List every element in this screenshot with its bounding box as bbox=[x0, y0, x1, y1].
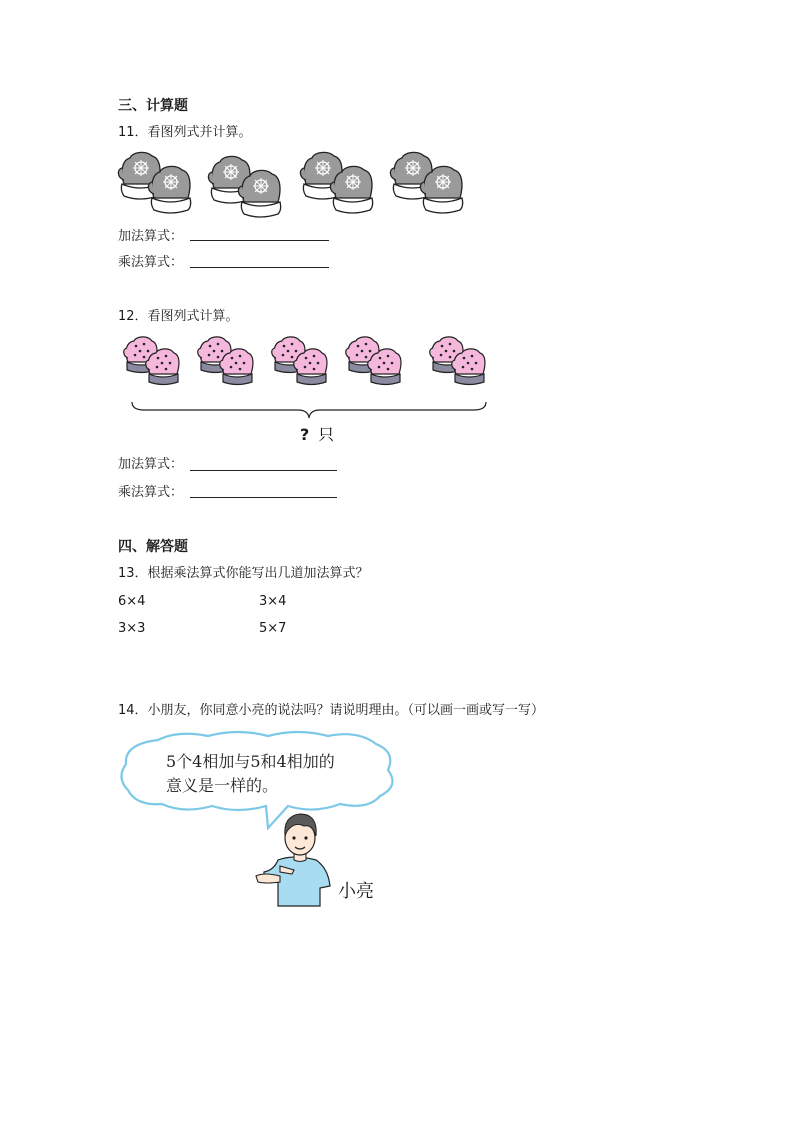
speech-line-2: 意义是一样的。 bbox=[166, 776, 279, 795]
q11-multiplication-label: 乘法算式： bbox=[118, 255, 184, 270]
mitten-pair-2 bbox=[208, 156, 280, 217]
question-11-prompt: 11．看图列式并计算。 bbox=[118, 125, 252, 140]
speech-line-1: 5个4相加与5和4相加的 bbox=[166, 752, 335, 771]
boy-xiaoliang-illustration bbox=[250, 808, 340, 908]
q11-addition-answer-line[interactable] bbox=[190, 240, 329, 241]
expression-2: 3×4 bbox=[259, 594, 287, 609]
gray-mittens-picture bbox=[116, 148, 471, 218]
section-heading-calculation: 三、计算题 bbox=[118, 98, 188, 114]
character-name-label: 小亮 bbox=[338, 881, 374, 902]
curly-brace bbox=[128, 398, 490, 422]
pink-mitten-pair-4 bbox=[346, 337, 401, 385]
q12-multiplication-answer-line[interactable] bbox=[190, 497, 337, 498]
question-14-prompt: 14．小朋友，你同意小亮的说法吗？请说明理由。（可以画一画或写一写） bbox=[118, 703, 545, 718]
expression-4: 5×7 bbox=[259, 621, 287, 636]
mitten-pair-4 bbox=[390, 152, 462, 213]
pink-mitten-pair-2 bbox=[198, 337, 253, 385]
question-13-prompt: 13．根据乘法算式你能写出几道加法算式？ bbox=[118, 566, 369, 581]
mitten-pair-1 bbox=[118, 152, 190, 213]
expression-3: 3×3 bbox=[118, 621, 146, 636]
expression-1: 6×4 bbox=[118, 594, 146, 609]
pink-mitten-pair-3 bbox=[272, 337, 327, 385]
section-heading-solution: 四、解答题 bbox=[118, 539, 188, 555]
mitten-pair-3 bbox=[300, 152, 372, 213]
q12-addition-label: 加法算式： bbox=[118, 457, 184, 472]
q11-multiplication-answer-line[interactable] bbox=[190, 267, 329, 268]
q11-addition-label: 加法算式： bbox=[118, 229, 184, 244]
pink-mitten-pair-1 bbox=[124, 337, 179, 385]
pink-mitten-pair-5 bbox=[430, 337, 485, 385]
q12-multiplication-label: 乘法算式： bbox=[118, 485, 184, 500]
total-question-mark: ? bbox=[300, 425, 310, 444]
pink-mittens-picture bbox=[120, 332, 490, 388]
total-unit-label: 只 bbox=[318, 425, 335, 444]
question-12-prompt: 12．看图列式计算。 bbox=[118, 309, 239, 324]
q12-addition-answer-line[interactable] bbox=[190, 470, 337, 471]
